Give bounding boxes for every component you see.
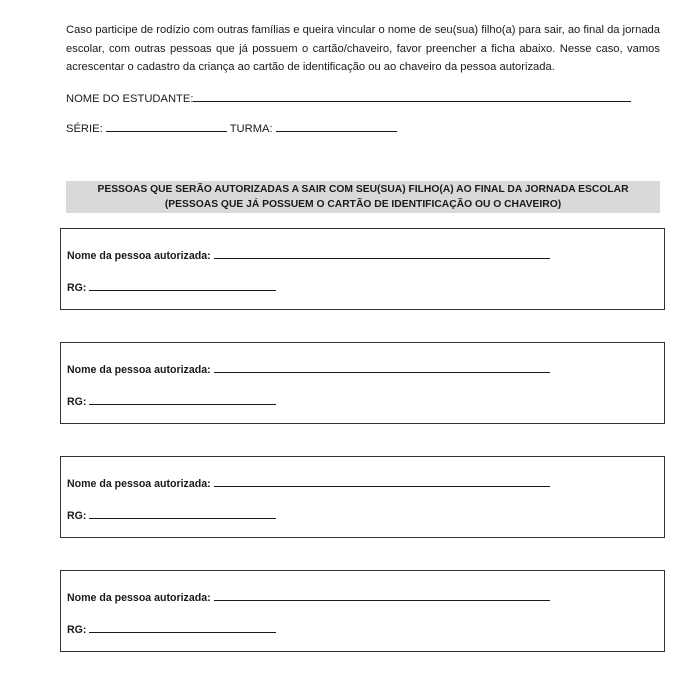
authorized-rg-field[interactable]	[89, 621, 276, 633]
serie-field[interactable]	[106, 120, 227, 132]
authorized-rg-field[interactable]	[89, 393, 276, 405]
authorized-person-box	[60, 456, 665, 538]
authorized-name-row	[67, 247, 550, 262]
authorized-rg-label: RG:	[67, 624, 87, 636]
authorized-name-label: Nome da pessoa autorizada:	[67, 364, 211, 376]
student-name-row	[66, 90, 631, 105]
authorized-person-box	[60, 342, 665, 424]
authorized-name-label: Nome da pessoa autorizada:	[67, 250, 211, 262]
section-header	[66, 181, 660, 213]
authorized-name-field[interactable]	[214, 247, 550, 259]
authorized-rg-row	[67, 621, 276, 636]
authorized-rg-field[interactable]	[89, 279, 276, 291]
intro-paragraph: Caso participe de rodízio com outras famílias e queira vincular o nome de seu(sua) filho(a) para sair, ao final da jornada escolar, com outras pessoas que já possuem o cartão/chaveiro, favor preencher a ficha abaixo. Nesse caso, vamos acrescentar o cadastro da criança ao cartão de identificação ou ao chaveiro da pessoa autorizada.	[66, 24, 660, 73]
section-header-line1: PESSOAS QUE SERÃO AUTORIZADAS A SAIR COM SEU(SUA) FILHO(A) AO FINAL DA JORNADA ESCOLAR	[97, 184, 629, 195]
authorized-rg-label: RG:	[67, 510, 87, 522]
authorized-person-box	[60, 570, 665, 652]
student-name-field[interactable]	[193, 90, 631, 102]
section-header-line2: (PESSOAS QUE JÁ POSSUEM O CARTÃO DE IDENTIFICAÇÃO OU O CHAVEIRO)	[164, 199, 562, 210]
turma-label: TURMA:	[229, 123, 273, 135]
authorized-name-row	[67, 475, 550, 490]
authorized-name-row	[67, 361, 550, 376]
turma-field[interactable]	[276, 120, 397, 132]
authorized-rg-field[interactable]	[89, 507, 276, 519]
authorized-rg-label: RG:	[67, 396, 87, 408]
authorized-person-box	[60, 228, 665, 310]
authorized-name-field[interactable]	[214, 589, 550, 601]
class-info-row	[66, 120, 397, 135]
student-name-label: NOME DO ESTUDANTE:	[66, 93, 194, 105]
authorized-name-field[interactable]	[214, 475, 550, 487]
authorized-rg-row	[67, 279, 276, 294]
serie-label: SÉRIE:	[66, 123, 103, 135]
authorized-name-field[interactable]	[214, 361, 550, 373]
authorized-name-label: Nome da pessoa autorizada:	[67, 592, 211, 604]
authorized-rg-row	[67, 393, 276, 408]
authorized-name-label: Nome da pessoa autorizada:	[67, 478, 211, 490]
authorized-rg-label: RG:	[67, 282, 87, 294]
authorized-name-row	[67, 589, 550, 604]
authorized-rg-row	[67, 507, 276, 522]
